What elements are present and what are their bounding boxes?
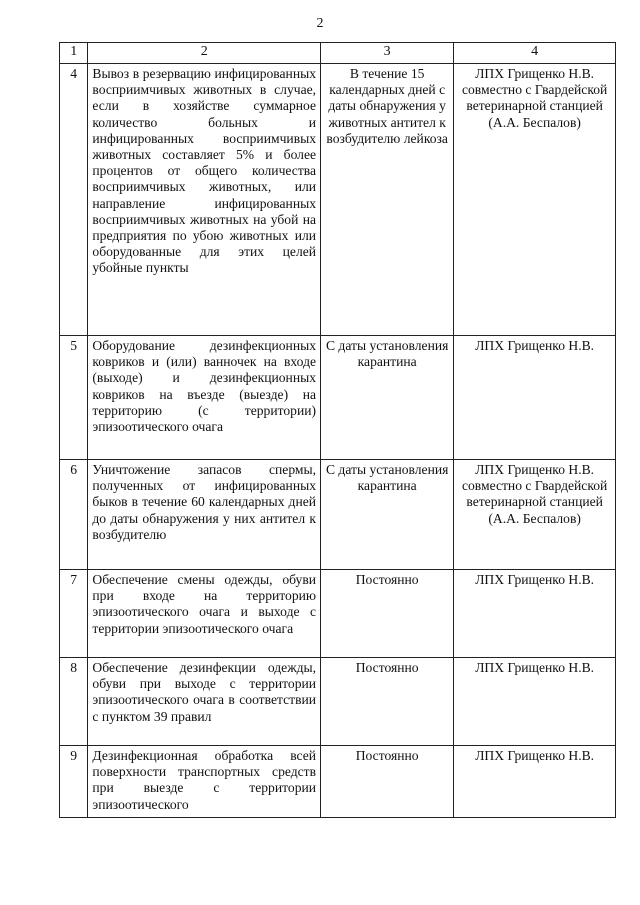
row-action: Обеспечение дезинфекции одежды, обуви при выходе с территории эпизоотического очага в соответствии с пунктом 39 правил	[88, 658, 321, 746]
row-responsible: ЛПХ Грищенко Н.В. совместно с Гвардейской ветеринарной станцией (А.А. Беспалов)	[454, 64, 616, 336]
header-cell-2: 2	[88, 43, 321, 64]
row-term: В течение 15 календарных дней с даты обнаружения у животных антител к возбудителю лейкоза	[321, 64, 454, 336]
table-row	[60, 336, 616, 460]
table-row	[60, 460, 616, 570]
header-cell-4: 4	[454, 43, 616, 64]
row-responsible: ЛПХ Грищенко Н.В.	[454, 570, 616, 658]
row-number: 6	[60, 460, 88, 570]
row-responsible: ЛПХ Грищенко Н.В.	[454, 336, 616, 460]
row-responsible: ЛПХ Грищенко Н.В.	[454, 658, 616, 746]
row-number: 8	[60, 658, 88, 746]
row-term: С даты установления карантина	[321, 336, 454, 460]
measures-table	[59, 42, 616, 818]
page-number: 2	[316, 16, 324, 31]
row-action: Обеспечение смены одежды, обуви при входе на территорию эпизоотического очага и выходе с территории эпизоотического очага	[88, 570, 321, 658]
table-row	[60, 570, 616, 658]
row-action: Уничтожение запасов спермы, полученных от инфицированных быков в течение 60 календарных дней до даты обнаружения у них антител к возбудителю	[88, 460, 321, 570]
row-action: Дезинфекционная обработка всей поверхности транспортных средств при выезде с территории эпизоотического	[88, 746, 321, 818]
row-term: С даты установления карантина	[321, 460, 454, 570]
row-number: 9	[60, 746, 88, 818]
header-cell-3: 3	[321, 43, 454, 64]
row-term: Постоянно	[321, 570, 454, 658]
row-responsible: ЛПХ Грищенко Н.В.	[454, 746, 616, 818]
row-number: 7	[60, 570, 88, 658]
row-action: Оборудование дезинфекционных ковриков и (или) ванночек на входе (выходе) и дезинфекционных ковриков на въезде (выезде) на территорию (с территории) эпизоотического очага	[88, 336, 321, 460]
row-term: Постоянно	[321, 746, 454, 818]
table-row	[60, 658, 616, 746]
table-header-row	[60, 43, 616, 64]
table-row	[60, 64, 616, 336]
row-number: 5	[60, 336, 88, 460]
row-action: Вывоз в резервацию инфицированных восприимчивых животных в случае, если в хозяйстве суммарное количество больных и инфицированных восприимчивых животных составляет 5% и более процентов от общего количества восприимчивых животных, или направление инфицированных восприимчивых животных на убой на предприятия по убою животных или оборудованные для этих целей убойные пункты	[88, 64, 321, 336]
header-cell-1: 1	[60, 43, 88, 64]
row-responsible: ЛПХ Грищенко Н.В. совместно с Гвардейской ветеринарной станцией (А.А. Беспалов)	[454, 460, 616, 570]
table-row	[60, 746, 616, 818]
row-number: 4	[60, 64, 88, 336]
row-term: Постоянно	[321, 658, 454, 746]
